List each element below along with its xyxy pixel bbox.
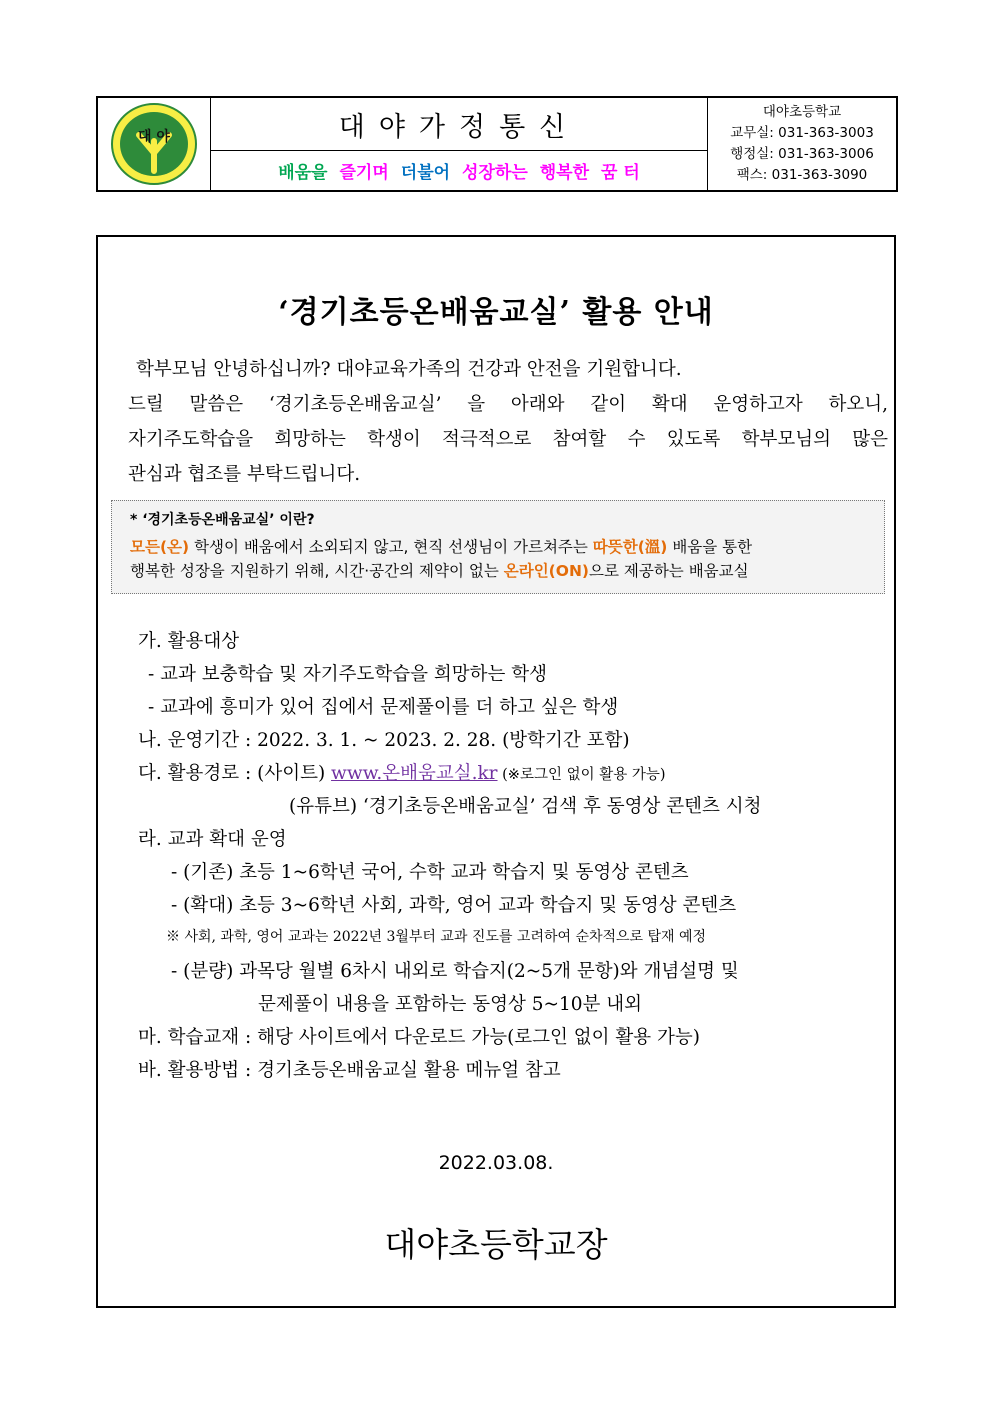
- item-ra-note: ※ 사회, 과학, 영어 교과는 2022년 3월부터 교과 진도를 고려하여 순차적으로 탑재 예정: [166, 929, 707, 945]
- highlight-on: 모든(온): [130, 538, 190, 556]
- issue-date: 2022.03.08.: [438, 1152, 554, 1174]
- newsletter-title: 대야가정통신: [211, 98, 707, 151]
- item-ma: 마. 학습교재 : 해당 사이트에서 다운로드 가능(로그인 없이 활용 가능): [138, 1027, 700, 1048]
- slogan-word: 더불어: [400, 163, 451, 183]
- definition-question: * ‘경기초등온배움교실’ 이란?: [130, 512, 315, 528]
- item-ba: 바. 활용방법 : 경기초등온배움교실 활용 메뉴얼 참고: [138, 1060, 561, 1081]
- slogan-word: 배움을: [278, 163, 328, 183]
- item-ra-1: - (기존) 초등 1~6학년 국어, 수학 교과 학습지 및 동영상 콘텐츠: [171, 862, 689, 883]
- definition-text: 학생이 배움에서 소외되지 않고, 현직 선생님이 가르쳐주는: [189, 538, 593, 556]
- school-logo-cell: [98, 98, 211, 190]
- logo-text: 대 야: [138, 129, 170, 145]
- school-logo: [109, 101, 199, 187]
- principal-signature: 대야초등학교장: [384, 1225, 608, 1264]
- page-title: ‘경기초등온배움교실’ 활용 안내: [278, 295, 714, 330]
- highlight-online: 온라인(ON): [503, 562, 590, 580]
- item-da-youtube: (유튜브) ‘경기초등온배움교실’ 검색 후 동영상 콘텐츠 시청: [289, 796, 762, 817]
- item-ga-2: - 교과에 흥미가 있어 집에서 문제풀이를 더 하고 싶은 학생: [148, 697, 619, 718]
- office-phone: 교무실: 031-363-3003: [730, 125, 874, 141]
- login-note: (※로그인 없이 활용 가능): [497, 767, 666, 783]
- intro-line: 자기주도학습을 희망하는 학생이 적극적으로 참여할 수 있도록 학부모님의 많은: [128, 429, 888, 450]
- item-ra-2: - (확대) 초등 3~6학년 사회, 과학, 영어 교과 학습지 및 동영상 콘텐츠: [171, 895, 737, 916]
- slogan-word: 성장하는: [462, 163, 528, 183]
- definition-text: 행복한 성장을 지원하기 위해, 시간·공간의 제약이 없는: [130, 562, 504, 580]
- intro-line: 드릴 말씀은 ‘경기초등온배움교실’ 을 아래와 같이 확대 운영하고자 하오니,: [128, 394, 888, 415]
- contact-info: [708, 98, 896, 190]
- item-ga: 가. 활용대상: [138, 631, 240, 652]
- intro-paragraph: [128, 352, 888, 492]
- intro-line: 학부모님 안녕하십니까? 대야교육가족의 건강과 안전을 기원합니다.: [136, 359, 682, 380]
- title-cell: [211, 98, 708, 190]
- intro-line: 관심과 협조를 부탁드립니다.: [128, 464, 361, 485]
- notice-body: [96, 235, 896, 1308]
- item-na: 나. 운영기간 : 2022. 3. 1. ~ 2023. 2. 28. (방학기간 포함): [138, 730, 630, 751]
- item-ra-3b: 문제풀이 내용을 포함하는 동영상 5~10분 내외: [258, 994, 643, 1015]
- admin-phone: 행정실: 031-363-3006: [730, 146, 874, 162]
- item-ra-3: - (분량) 과목당 월별 6차시 내외로 학습지(2~5개 문항)와 개념설명 및: [171, 961, 739, 982]
- site-link[interactable]: www.온배움교실.kr: [331, 763, 498, 784]
- school-slogan: [211, 151, 707, 190]
- slogan-word: 즐기며: [339, 163, 389, 183]
- definition-text: 으로 제공하는 배움교실: [589, 562, 749, 580]
- definition-text: 배움을 통한: [667, 538, 753, 556]
- definition-line-2: [130, 559, 874, 583]
- definition-box: [111, 500, 885, 594]
- highlight-warm: 따뜻한(溫): [592, 538, 668, 556]
- item-da-label: 다. 활용경로 : (사이트): [138, 763, 332, 784]
- item-ra: 라. 교과 확대 운영: [138, 829, 287, 850]
- definition-line-1: [130, 535, 874, 559]
- fax-number: 팩스: 031-363-3090: [736, 167, 868, 183]
- newsletter-header: [96, 96, 898, 192]
- slogan-word: 꿈 터: [601, 163, 640, 183]
- item-ga-1: - 교과 보충학습 및 자기주도학습을 희망하는 학생: [148, 664, 547, 685]
- school-name: 대야초등학교: [762, 104, 842, 120]
- item-da: [138, 759, 666, 785]
- slogan-word: 행복한: [539, 163, 590, 183]
